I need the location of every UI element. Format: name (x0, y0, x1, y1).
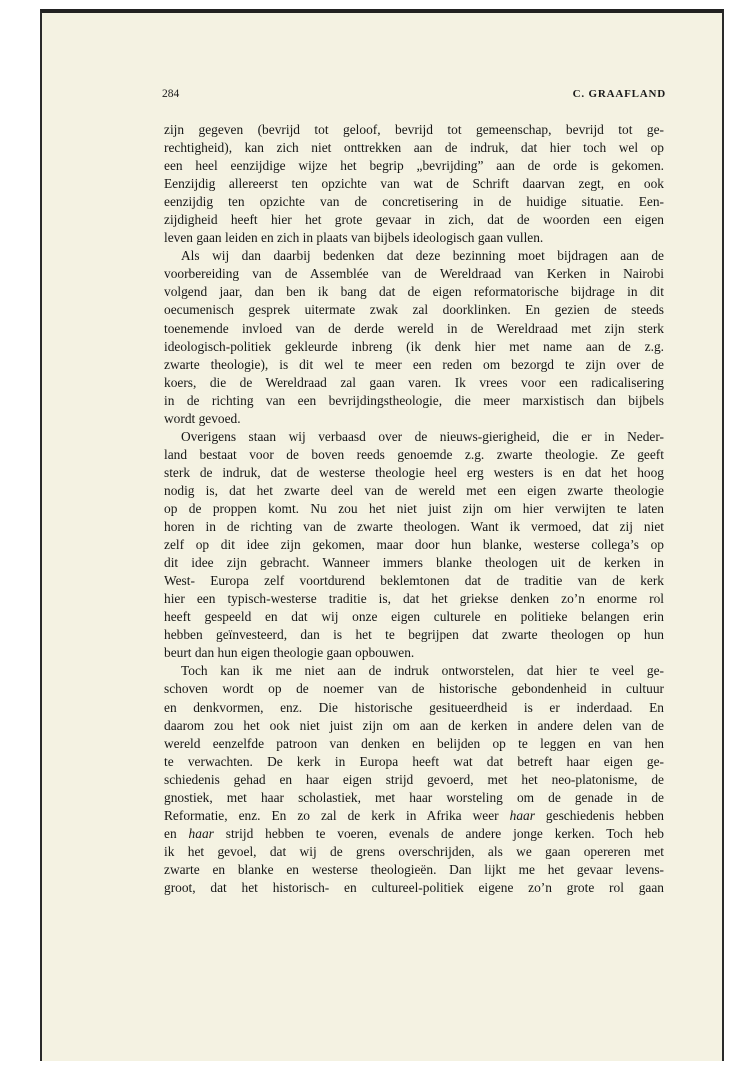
body-text (164, 121, 664, 897)
text-line: heeft gespeeld en dat wij onze eigen culturele en politieke belangen erin (164, 609, 664, 625)
text-line: Als wij dan daarbij bedenken dat deze bezinning moet bijdragen aan de (181, 248, 664, 264)
text-line: volgend jaar, dan ben ik bang dat de eigen reformatorische bijdrage in dit (164, 284, 664, 300)
text-line: op de proppen komt. Nu zou het niet juist zijn om hier verwijten te laten (164, 500, 664, 516)
text-line: West- Europa zelf voortdurend beklemtonen dat de traditie van de kerk (164, 573, 664, 589)
text-line: voorbereiding van de Assemblée van de Wereldraad van Kerken in Nairobi (164, 266, 664, 282)
text-line: ideologisch-politiek gekleurde inbreng (ik denk hier met name aan de z.g. (164, 338, 664, 354)
text-line: toenemende invloed van de derde wereld in de Wereldraad met zijn sterk (164, 320, 664, 336)
running-head-author: C. GRAAFLAND (572, 88, 666, 100)
italic-word: haar (509, 807, 535, 823)
text-line: zijn gegeven (bevrijd tot geloof, bevrijd tot gemeenschap, bevrijd tot ge- (164, 122, 664, 137)
text-line-with-italic: en haar strijd hebben te voeren, evenals de andere jonge kerken. Toch heb (164, 825, 664, 841)
text-line: in de richting van een bevrijdingstheologie, die meer marxistisch dan bijbels (164, 392, 664, 408)
text-line: ik het gevoel, dat wij de grens overschrijden, als we gaan opereren met (164, 843, 664, 859)
text-line: een heel eenzijdige wijze het begrip „bevrijding” aan de orde is gekomen. (164, 158, 664, 174)
text-line: dit idee zijn gebracht. Wanneer immers blanke theologen uit de kerken in (164, 555, 664, 571)
running-head (162, 88, 666, 104)
text-line: Overigens staan wij verbaasd over de nieuws-gierigheid, die er in Neder- (181, 428, 664, 444)
text-line: nodig is, dat het zwarte deel van de wereld met een eigen zwarte theologie (164, 482, 664, 498)
text-line: oecumenisch gesprek uitermate zwak zal doorklinken. En gezien de steeds (164, 302, 664, 318)
text-line: zijdigheid heeft hier het grote gevaar in zich, dat de woorden een eigen (164, 212, 664, 228)
text-line: wereld eenzelfde patroon van denken en belijden op te leggen en van hen (164, 735, 664, 751)
text-line: Eenzijdig allereerst ten opzichte van wat de Schrift daarvan zegt, en ook (164, 176, 664, 192)
text-line: beurt dan hun eigen theologie gaan opbouwen. (164, 645, 415, 661)
italic-word: haar (188, 825, 214, 841)
text-line: zwarte en blanke en westerse theologieën. Dan lijkt me het gevaar levens- (164, 861, 664, 877)
text-line: schoven wordt op de noemer van de historische gebondenheid in cultuur (164, 681, 664, 697)
text-line: schiedenis gehad en haar eigen strijd gevoerd, met het neo-platonisme, de (164, 771, 664, 787)
text-line-with-italic: Reformatie, enz. En zo zal de kerk in Afrika weer haar geschiedenis hebben (164, 807, 665, 823)
text-line: zelf op dit idee zijn gekomen, maar door hun blanke, westerse collega’s op (164, 537, 664, 553)
text-line: zwarte theologie), is dit wel te meer een reden om bezorgd te zijn over de (164, 356, 664, 372)
text-line: leven gaan leiden en zich in plaats van bijbels ideologisch gaan vullen. (164, 230, 544, 246)
text-line: eenzijdig ten opzichte van de concretisering in de huidige situatie. Een- (164, 194, 664, 210)
text-line: gnostiek, met haar scholastiek, met haar worsteling om de genade in de (164, 789, 664, 805)
text-line: te verwachten. De kerk in Europa heeft wat dat betreft haar eigen ge- (164, 753, 664, 769)
page-number: 284 (162, 88, 180, 100)
text-line: hier een typisch-westerse traditie is, dat het griekse denken zo’n enorme rol (164, 591, 664, 607)
text-line: hebben geïnvesteerd, dan is het te begrijpen dat zwarte theologen op hun (164, 627, 664, 643)
text-line: land bestaat voor de boven reeds genoemde z.g. zwarte theologie. Ze geeft (164, 446, 664, 462)
text-line: rechtigheid), kan zich niet onttrekken aan de indruk, dat hier toch wel op (164, 140, 664, 156)
text-line: daarom zou het ook niet juist zijn om aan de kerken in andere delen van de (164, 717, 664, 733)
text-line: Toch kan ik me niet aan de indruk ontworstelen, dat hier te veel ge- (181, 663, 664, 679)
text-line: wordt gevoed. (164, 410, 241, 426)
text-line: groot, dat het historisch- en cultureel-politiek eigene zo’n grote rol gaan (164, 879, 664, 895)
text-line: horen in de richting van de zwarte theologen. Want ik vermoed, dat zij niet (164, 519, 664, 535)
text-line: koers, die de Wereldraad zal gaan varen. Ik vrees voor een radicalisering (164, 374, 664, 390)
text-line: sterk de indruk, dat de westerse theologie heel erg westers is en dat het hoog (164, 464, 664, 480)
text-line: en denkvormen, enz. Die historische gesitueerdheid is er inderdaad. En (164, 699, 664, 715)
